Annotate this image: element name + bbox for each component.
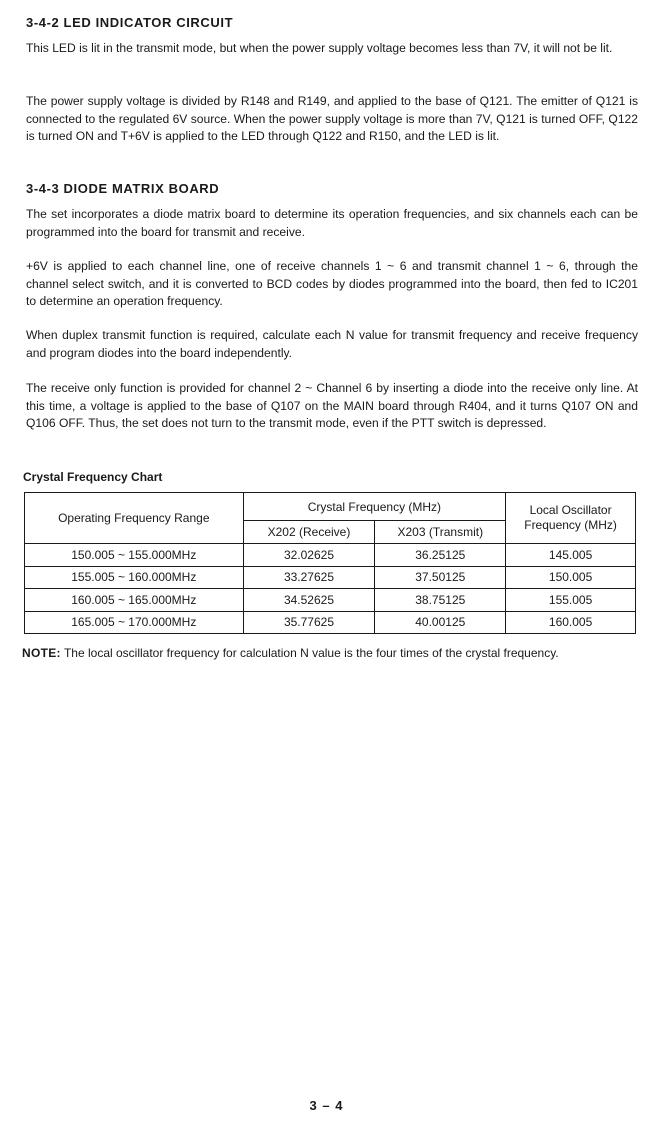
header-crystal-frequency: Crystal Frequency (MHz) bbox=[243, 493, 506, 521]
cell-transmit: 38.75125 bbox=[375, 589, 506, 612]
cell-receive: 34.52625 bbox=[243, 589, 375, 612]
cell-local: 150.005 bbox=[506, 566, 636, 589]
cell-local: 155.005 bbox=[506, 589, 636, 612]
section-343-title: 3-4-3 DIODE MATRIX BOARD bbox=[26, 181, 220, 196]
note bbox=[22, 646, 642, 660]
header-operating-range: Operating Frequency Range bbox=[25, 493, 244, 544]
table-row bbox=[25, 589, 636, 612]
cell-receive: 32.02625 bbox=[243, 544, 375, 567]
header-x203-transmit: X203 (Transmit) bbox=[375, 521, 506, 544]
cell-local: 160.005 bbox=[506, 611, 636, 634]
table-row bbox=[25, 611, 636, 634]
cell-transmit: 40.00125 bbox=[375, 611, 506, 634]
cell-range: 150.005 ~ 155.000MHz bbox=[25, 544, 244, 567]
cell-range: 160.005 ~ 165.000MHz bbox=[25, 589, 244, 612]
section-343-paragraph-4: The receive only function is provided for channel 2 ~ Channel 6 by inserting a diode into the receive only line. At this time, a voltage is applied to the base of Q107 on the MAIN board through R404, and it turns Q107 ON and Q106 OFF. Thus, the set does not turn to the transmit mode, even if the PTT switch is depressed. bbox=[26, 381, 638, 430]
cell-range: 155.005 ~ 160.000MHz bbox=[25, 566, 244, 589]
header-x202-receive: X202 (Receive) bbox=[243, 521, 375, 544]
page-number: 3 – 4 bbox=[309, 1098, 344, 1113]
cell-range: 165.005 ~ 170.000MHz bbox=[25, 611, 244, 634]
note-text: The local oscillator frequency for calculation N value is the four times of the crystal frequency. bbox=[63, 646, 559, 660]
section-342-paragraph-1: This LED is lit in the transmit mode, but when the power supply voltage becomes less than 7V, it will not be lit. bbox=[26, 41, 613, 55]
cell-local: 145.005 bbox=[506, 544, 636, 567]
cell-transmit: 37.50125 bbox=[375, 566, 506, 589]
section-343-paragraph-2: +6V is applied to each channel line, one of receive channels 1 ~ 6 and transmit channel 1 ~ 6, through the channel select switch, and it is converted to BCD codes by diodes programmed into the board, then fed to IC201 to determine an operation frequency. bbox=[26, 259, 638, 308]
header-local-oscillator: Local Oscillator Frequency (MHz) bbox=[506, 493, 636, 544]
cell-receive: 35.77625 bbox=[243, 611, 375, 634]
crystal-chart-title: Crystal Frequency Chart bbox=[23, 470, 163, 484]
cell-receive: 33.27625 bbox=[243, 566, 375, 589]
section-343-paragraph-1: The set incorporates a diode matrix board to determine its operation frequencies, and six channels each can be programmed into the board for transmit and receive. bbox=[26, 207, 638, 239]
crystal-frequency-table bbox=[24, 492, 636, 634]
section-343-paragraph-3: When duplex transmit function is required, calculate each N value for transmit frequency and receive frequency and program diodes into the board independently. bbox=[26, 328, 638, 360]
cell-transmit: 36.25125 bbox=[375, 544, 506, 567]
table-row bbox=[25, 544, 636, 567]
table-row bbox=[25, 566, 636, 589]
section-342-paragraph-2: The power supply voltage is divided by R148 and R149, and applied to the base of Q121. The emitter of Q121 is connected to the regulated 6V source. When the power supply voltage is more than 7V, Q121 is turned OFF, Q122 is turned ON and T+6V is applied to the LED through Q122 and R150, and the LED is lit. bbox=[26, 94, 638, 143]
note-label: NOTE: bbox=[22, 646, 61, 660]
section-342-title: 3-4-2 LED INDICATOR CIRCUIT bbox=[26, 15, 234, 30]
